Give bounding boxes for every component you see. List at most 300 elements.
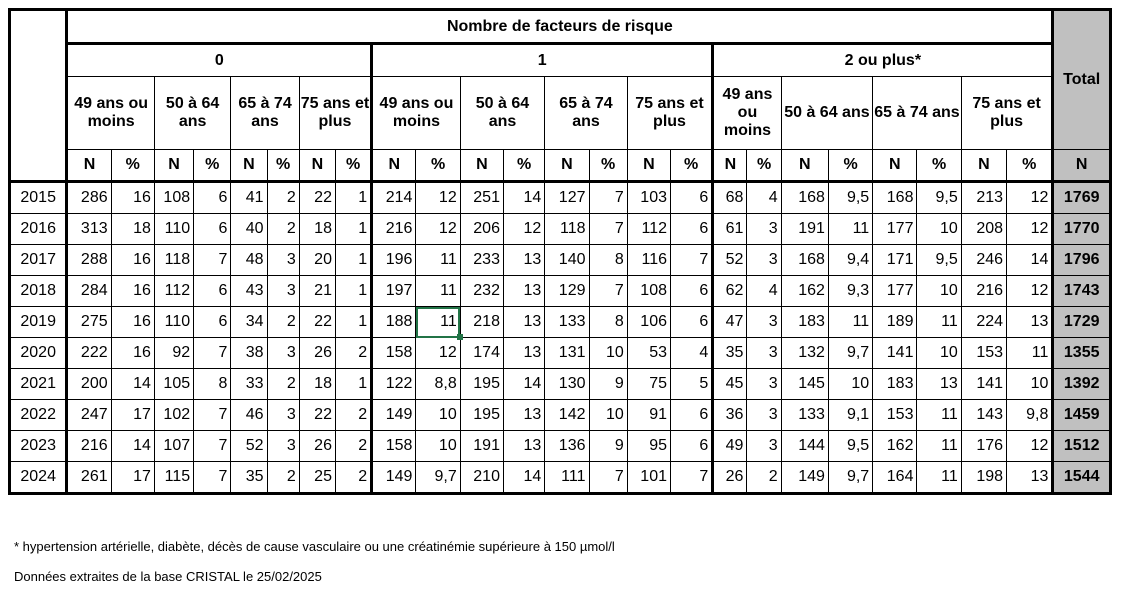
risk-factor-table: [8, 8, 1112, 495]
n-cell[interactable]: 141: [961, 369, 1006, 400]
pct-cell[interactable]: 12: [416, 338, 460, 369]
pct-cell[interactable]: 8: [589, 245, 627, 276]
n-cell[interactable]: 61: [713, 214, 747, 245]
total-cell[interactable]: 1544: [1053, 462, 1111, 494]
n-cell[interactable]: 158: [372, 338, 416, 369]
table-row: [10, 214, 1111, 245]
n-cell[interactable]: 286: [67, 182, 111, 214]
n-cell[interactable]: 158: [372, 431, 416, 462]
n-cell[interactable]: 22: [299, 182, 335, 214]
n-cell[interactable]: 164: [873, 462, 917, 494]
pct-cell[interactable]: 7: [671, 462, 713, 494]
n-cell[interactable]: 131: [545, 338, 589, 369]
age-header: 50 à 64 ans: [781, 77, 873, 150]
n-cell[interactable]: 20: [299, 245, 335, 276]
n-cell[interactable]: 91: [627, 400, 670, 431]
pct-cell[interactable]: 7: [194, 462, 231, 494]
age-header: 75 ans et plus: [627, 77, 713, 150]
pct-cell[interactable]: 9,7: [828, 338, 872, 369]
pct-cell[interactable]: 7: [671, 245, 713, 276]
pct-cell[interactable]: 2: [335, 338, 371, 369]
pct-cell[interactable]: 12: [503, 214, 544, 245]
n-cell[interactable]: 22: [299, 307, 335, 338]
n-cell[interactable]: 132: [781, 338, 828, 369]
pct-cell[interactable]: 2: [267, 214, 299, 245]
n-cell[interactable]: 110: [154, 307, 193, 338]
pct-cell[interactable]: 6: [194, 276, 231, 307]
pct-cell[interactable]: 3: [747, 338, 781, 369]
pct-cell[interactable]: 14: [111, 369, 154, 400]
table-row: [10, 276, 1111, 307]
n-cell[interactable]: 145: [781, 369, 828, 400]
pct-cell[interactable]: 9,8: [1007, 400, 1053, 431]
pct-cell[interactable]: 18: [111, 214, 154, 245]
pct-cell[interactable]: 3: [747, 431, 781, 462]
n-cell[interactable]: 92: [154, 338, 193, 369]
pct-cell[interactable]: 2: [267, 462, 299, 494]
pct-cell[interactable]: 7: [194, 245, 231, 276]
pct-cell[interactable]: 6: [671, 214, 713, 245]
n-cell[interactable]: 183: [873, 369, 917, 400]
pct-cell[interactable]: 7: [589, 462, 627, 494]
pct-cell[interactable]: 2: [335, 400, 371, 431]
n-cell[interactable]: 162: [873, 431, 917, 462]
pct-cell[interactable]: 2: [335, 431, 371, 462]
pct-cell[interactable]: 10: [1007, 369, 1053, 400]
pct-cell[interactable]: 11: [917, 307, 961, 338]
age-header: 50 à 64 ans: [460, 77, 545, 150]
total-header: Total: [1053, 10, 1111, 150]
age-header: 49 ans ou moins: [372, 77, 461, 150]
source-note: Données extraites de la base CRISTAL le 25/02/2025: [14, 569, 322, 584]
n-cell[interactable]: 168: [781, 245, 828, 276]
n-cell[interactable]: 216: [372, 214, 416, 245]
pct-header: %: [917, 150, 961, 182]
pct-header: %: [416, 150, 460, 182]
pct-cell[interactable]: 5: [671, 369, 713, 400]
pct-cell[interactable]: 12: [416, 182, 460, 214]
n-cell[interactable]: 174: [460, 338, 503, 369]
pct-cell[interactable]: 3: [747, 214, 781, 245]
n-cell[interactable]: 25: [299, 462, 335, 494]
pct-cell[interactable]: 11: [416, 307, 460, 338]
n-cell[interactable]: 35: [713, 338, 747, 369]
group-header-0: 0: [67, 44, 372, 77]
age-header: 49 ans ou moins: [67, 77, 155, 150]
pct-cell[interactable]: 2: [335, 462, 371, 494]
pct-cell[interactable]: 10: [589, 338, 627, 369]
n-cell[interactable]: 216: [67, 431, 111, 462]
pct-cell[interactable]: 4: [671, 338, 713, 369]
pct-cell[interactable]: 1: [335, 276, 371, 307]
pct-cell[interactable]: 6: [194, 214, 231, 245]
n-header: N: [460, 150, 503, 182]
n-cell[interactable]: 112: [627, 214, 670, 245]
n-cell[interactable]: 103: [627, 182, 670, 214]
pct-cell[interactable]: 10: [828, 369, 872, 400]
n-cell[interactable]: 118: [154, 245, 193, 276]
pct-cell[interactable]: 3: [267, 400, 299, 431]
n-cell[interactable]: 48: [231, 245, 267, 276]
n-cell[interactable]: 196: [372, 245, 416, 276]
pct-cell[interactable]: 16: [111, 307, 154, 338]
pct-cell[interactable]: 7: [194, 338, 231, 369]
n-header: N: [231, 150, 267, 182]
pct-cell[interactable]: 11: [917, 400, 961, 431]
n-cell[interactable]: 95: [627, 431, 670, 462]
pct-cell[interactable]: 10: [917, 214, 961, 245]
n-cell[interactable]: 105: [154, 369, 193, 400]
total-cell[interactable]: 1355: [1053, 338, 1111, 369]
n-cell[interactable]: 246: [961, 245, 1006, 276]
n-cell[interactable]: 102: [154, 400, 193, 431]
pct-cell[interactable]: 3: [747, 400, 781, 431]
pct-cell[interactable]: 10: [589, 400, 627, 431]
n-cell[interactable]: 112: [154, 276, 193, 307]
n-cell[interactable]: 22: [299, 400, 335, 431]
n-cell[interactable]: 26: [713, 462, 747, 494]
total-n-header: N: [1053, 150, 1111, 182]
n-cell[interactable]: 198: [961, 462, 1006, 494]
pct-cell[interactable]: 3: [747, 369, 781, 400]
pct-cell[interactable]: 9,7: [828, 462, 872, 494]
n-cell[interactable]: 108: [627, 276, 670, 307]
year-cell[interactable]: 2016: [10, 214, 67, 245]
pct-cell[interactable]: 9,5: [828, 431, 872, 462]
pct-cell[interactable]: 1: [335, 214, 371, 245]
age-header: 49 ans ou moins: [713, 77, 781, 150]
n-cell[interactable]: 26: [299, 431, 335, 462]
pct-cell[interactable]: 7: [194, 431, 231, 462]
pct-cell[interactable]: 12: [1007, 214, 1053, 245]
table-row: [10, 338, 1111, 369]
n-cell[interactable]: 116: [627, 245, 670, 276]
year-header-blank: [10, 10, 67, 182]
pct-cell[interactable]: 9,4: [828, 245, 872, 276]
table-row: [10, 369, 1111, 400]
n-cell[interactable]: 168: [873, 182, 917, 214]
n-cell[interactable]: 38: [231, 338, 267, 369]
n-cell[interactable]: 21: [299, 276, 335, 307]
n-cell[interactable]: 36: [713, 400, 747, 431]
n-cell[interactable]: 251: [460, 182, 503, 214]
n-cell[interactable]: 52: [231, 431, 267, 462]
pct-cell[interactable]: 14: [1007, 245, 1053, 276]
pct-cell[interactable]: 13: [503, 307, 544, 338]
n-cell[interactable]: 171: [873, 245, 917, 276]
n-cell[interactable]: 218: [460, 307, 503, 338]
pct-cell[interactable]: 7: [589, 276, 627, 307]
pct-header: %: [671, 150, 713, 182]
pct-cell[interactable]: 12: [416, 214, 460, 245]
pct-header: %: [111, 150, 154, 182]
n-cell[interactable]: 275: [67, 307, 111, 338]
n-cell[interactable]: 45: [713, 369, 747, 400]
n-cell[interactable]: 18: [299, 214, 335, 245]
n-cell[interactable]: 247: [67, 400, 111, 431]
pct-cell[interactable]: 10: [917, 276, 961, 307]
year-cell[interactable]: 2024: [10, 462, 67, 494]
pct-cell[interactable]: 11: [1007, 338, 1053, 369]
n-cell[interactable]: 149: [372, 462, 416, 494]
pct-cell[interactable]: 11: [828, 214, 872, 245]
n-header: N: [545, 150, 589, 182]
n-cell[interactable]: 101: [627, 462, 670, 494]
pct-cell[interactable]: 6: [671, 431, 713, 462]
n-cell[interactable]: 197: [372, 276, 416, 307]
n-cell[interactable]: 261: [67, 462, 111, 494]
n-cell[interactable]: 143: [961, 400, 1006, 431]
total-cell[interactable]: 1743: [1053, 276, 1111, 307]
n-cell[interactable]: 232: [460, 276, 503, 307]
pct-cell[interactable]: 11: [828, 307, 872, 338]
total-cell[interactable]: 1770: [1053, 214, 1111, 245]
n-header: N: [781, 150, 828, 182]
pct-cell[interactable]: 13: [503, 338, 544, 369]
pct-cell[interactable]: 6: [671, 182, 713, 214]
total-cell[interactable]: 1512: [1053, 431, 1111, 462]
n-cell[interactable]: 52: [713, 245, 747, 276]
n-cell[interactable]: 40: [231, 214, 267, 245]
n-cell[interactable]: 233: [460, 245, 503, 276]
pct-cell[interactable]: 9,5: [917, 245, 961, 276]
n-cell[interactable]: 183: [781, 307, 828, 338]
year-cell[interactable]: 2015: [10, 182, 67, 214]
n-cell[interactable]: 191: [781, 214, 828, 245]
n-cell[interactable]: 53: [627, 338, 670, 369]
pct-cell[interactable]: 6: [671, 276, 713, 307]
n-cell[interactable]: 26: [299, 338, 335, 369]
pct-cell[interactable]: 11: [917, 462, 961, 494]
pct-cell[interactable]: 6: [194, 307, 231, 338]
n-cell[interactable]: 222: [67, 338, 111, 369]
pct-cell[interactable]: 11: [416, 245, 460, 276]
n-cell[interactable]: 206: [460, 214, 503, 245]
n-cell[interactable]: 210: [460, 462, 503, 494]
n-cell[interactable]: 111: [545, 462, 589, 494]
n-cell[interactable]: 216: [961, 276, 1006, 307]
pct-cell[interactable]: 9,1: [828, 400, 872, 431]
pct-cell[interactable]: 13: [1007, 462, 1053, 494]
pct-cell[interactable]: 3: [267, 338, 299, 369]
pct-cell[interactable]: 9,3: [828, 276, 872, 307]
total-cell[interactable]: 1392: [1053, 369, 1111, 400]
n-cell[interactable]: 153: [873, 400, 917, 431]
n-cell[interactable]: 43: [231, 276, 267, 307]
year-cell[interactable]: 2020: [10, 338, 67, 369]
n-cell[interactable]: 177: [873, 276, 917, 307]
n-cell[interactable]: 141: [873, 338, 917, 369]
pct-cell[interactable]: 2: [267, 369, 299, 400]
n-cell[interactable]: 284: [67, 276, 111, 307]
n-header: N: [154, 150, 193, 182]
n-cell[interactable]: 195: [460, 400, 503, 431]
pct-cell[interactable]: 13: [1007, 307, 1053, 338]
total-cell[interactable]: 1796: [1053, 245, 1111, 276]
pct-cell[interactable]: 16: [111, 245, 154, 276]
n-cell[interactable]: 46: [231, 400, 267, 431]
n-cell[interactable]: 142: [545, 400, 589, 431]
pct-cell[interactable]: 7: [589, 214, 627, 245]
pct-cell[interactable]: 9: [589, 369, 627, 400]
pct-cell[interactable]: 6: [194, 182, 231, 214]
pct-cell[interactable]: 3: [747, 245, 781, 276]
pct-cell[interactable]: 7: [589, 182, 627, 214]
pct-cell[interactable]: 9,7: [416, 462, 460, 494]
pct-cell[interactable]: 14: [503, 369, 544, 400]
n-cell[interactable]: 224: [961, 307, 1006, 338]
pct-cell[interactable]: 14: [503, 182, 544, 214]
n-cell[interactable]: 208: [961, 214, 1006, 245]
n-cell[interactable]: 288: [67, 245, 111, 276]
pct-cell[interactable]: 13: [503, 276, 544, 307]
pct-cell[interactable]: 16: [111, 276, 154, 307]
n-cell[interactable]: 108: [154, 182, 193, 214]
pct-cell[interactable]: 3: [267, 245, 299, 276]
n-cell[interactable]: 200: [67, 369, 111, 400]
year-cell[interactable]: 2017: [10, 245, 67, 276]
pct-cell[interactable]: 11: [917, 431, 961, 462]
n-cell[interactable]: 177: [873, 214, 917, 245]
pct-cell[interactable]: 3: [267, 431, 299, 462]
table-title: Nombre de facteurs de risque: [67, 10, 1053, 44]
pct-cell[interactable]: 7: [194, 400, 231, 431]
n-cell[interactable]: 34: [231, 307, 267, 338]
pct-cell[interactable]: 14: [503, 462, 544, 494]
pct-header: %: [194, 150, 231, 182]
n-cell[interactable]: 127: [545, 182, 589, 214]
pct-cell[interactable]: 9: [589, 431, 627, 462]
n-cell[interactable]: 133: [545, 307, 589, 338]
pct-cell[interactable]: 12: [1007, 276, 1053, 307]
n-cell[interactable]: 214: [372, 182, 416, 214]
pct-cell[interactable]: 8,8: [416, 369, 460, 400]
n-cell[interactable]: 149: [781, 462, 828, 494]
pct-cell[interactable]: 11: [416, 276, 460, 307]
n-cell[interactable]: 191: [460, 431, 503, 462]
total-cell[interactable]: 1729: [1053, 307, 1111, 338]
n-cell[interactable]: 106: [627, 307, 670, 338]
pct-cell[interactable]: 10: [416, 431, 460, 462]
n-cell[interactable]: 35: [231, 462, 267, 494]
pct-cell[interactable]: 8: [589, 307, 627, 338]
pct-cell[interactable]: 12: [1007, 431, 1053, 462]
group-header-2: 2 ou plus*: [713, 44, 1053, 77]
n-cell[interactable]: 144: [781, 431, 828, 462]
n-header: N: [372, 150, 416, 182]
n-cell[interactable]: 68: [713, 182, 747, 214]
pct-cell[interactable]: 9,5: [917, 182, 961, 214]
pct-cell[interactable]: 10: [917, 338, 961, 369]
n-cell[interactable]: 122: [372, 369, 416, 400]
pct-cell[interactable]: 6: [671, 400, 713, 431]
pct-cell[interactable]: 1: [335, 182, 371, 214]
table-row: [10, 431, 1111, 462]
pct-cell[interactable]: 4: [747, 182, 781, 214]
pct-cell[interactable]: 2: [267, 182, 299, 214]
n-cell[interactable]: 153: [961, 338, 1006, 369]
n-cell[interactable]: 188: [372, 307, 416, 338]
table-row: [10, 182, 1111, 214]
pct-header: %: [589, 150, 627, 182]
pct-cell[interactable]: 2: [747, 462, 781, 494]
n-cell[interactable]: 18: [299, 369, 335, 400]
pct-cell[interactable]: 13: [917, 369, 961, 400]
year-cell[interactable]: 2022: [10, 400, 67, 431]
pct-cell[interactable]: 2: [267, 307, 299, 338]
n-cell[interactable]: 162: [781, 276, 828, 307]
pct-cell[interactable]: 3: [747, 307, 781, 338]
n-cell[interactable]: 33: [231, 369, 267, 400]
n-cell[interactable]: 176: [961, 431, 1006, 462]
age-header: 75 ans et plus: [299, 77, 371, 150]
n-cell[interactable]: 140: [545, 245, 589, 276]
n-cell[interactable]: 47: [713, 307, 747, 338]
year-cell[interactable]: 2023: [10, 431, 67, 462]
pct-cell[interactable]: 3: [267, 276, 299, 307]
pct-cell[interactable]: 1: [335, 307, 371, 338]
n-cell[interactable]: 189: [873, 307, 917, 338]
pct-cell[interactable]: 9,5: [828, 182, 872, 214]
n-cell[interactable]: 115: [154, 462, 193, 494]
pct-cell[interactable]: 16: [111, 182, 154, 214]
n-cell[interactable]: 75: [627, 369, 670, 400]
n-cell[interactable]: 136: [545, 431, 589, 462]
pct-cell[interactable]: 13: [503, 245, 544, 276]
group-header-1: 1: [372, 44, 713, 77]
n-cell[interactable]: 62: [713, 276, 747, 307]
n-cell[interactable]: 168: [781, 182, 828, 214]
pct-cell[interactable]: 1: [335, 369, 371, 400]
pct-cell[interactable]: 4: [747, 276, 781, 307]
pct-cell[interactable]: 13: [503, 400, 544, 431]
n-header: N: [627, 150, 670, 182]
n-cell[interactable]: 133: [781, 400, 828, 431]
n-cell[interactable]: 195: [460, 369, 503, 400]
total-cell[interactable]: 1769: [1053, 182, 1111, 214]
year-cell[interactable]: 2019: [10, 307, 67, 338]
pct-cell[interactable]: 8: [194, 369, 231, 400]
pct-header: %: [503, 150, 544, 182]
pct-cell[interactable]: 17: [111, 462, 154, 494]
n-cell[interactable]: 129: [545, 276, 589, 307]
n-cell[interactable]: 213: [961, 182, 1006, 214]
n-cell[interactable]: 49: [713, 431, 747, 462]
table-row: [10, 462, 1111, 494]
n-cell[interactable]: 313: [67, 214, 111, 245]
total-cell[interactable]: 1459: [1053, 400, 1111, 431]
pct-header: %: [1007, 150, 1053, 182]
pct-cell[interactable]: 17: [111, 400, 154, 431]
pct-cell[interactable]: 12: [1007, 182, 1053, 214]
pct-cell[interactable]: 14: [111, 431, 154, 462]
footnote: * hypertension artérielle, diabète, décès de cause vasculaire ou une créatinémie supérieure à 150 µmol/l: [14, 539, 615, 554]
pct-cell[interactable]: 10: [416, 400, 460, 431]
year-cell[interactable]: 2021: [10, 369, 67, 400]
n-cell[interactable]: 107: [154, 431, 193, 462]
n-cell[interactable]: 149: [372, 400, 416, 431]
pct-cell[interactable]: 1: [335, 245, 371, 276]
year-cell[interactable]: 2018: [10, 276, 67, 307]
table-row: [10, 245, 1111, 276]
n-cell[interactable]: 130: [545, 369, 589, 400]
n-cell[interactable]: 41: [231, 182, 267, 214]
pct-cell[interactable]: 6: [671, 307, 713, 338]
pct-cell[interactable]: 13: [503, 431, 544, 462]
n-cell[interactable]: 118: [545, 214, 589, 245]
n-cell[interactable]: 110: [154, 214, 193, 245]
pct-cell[interactable]: 16: [111, 338, 154, 369]
